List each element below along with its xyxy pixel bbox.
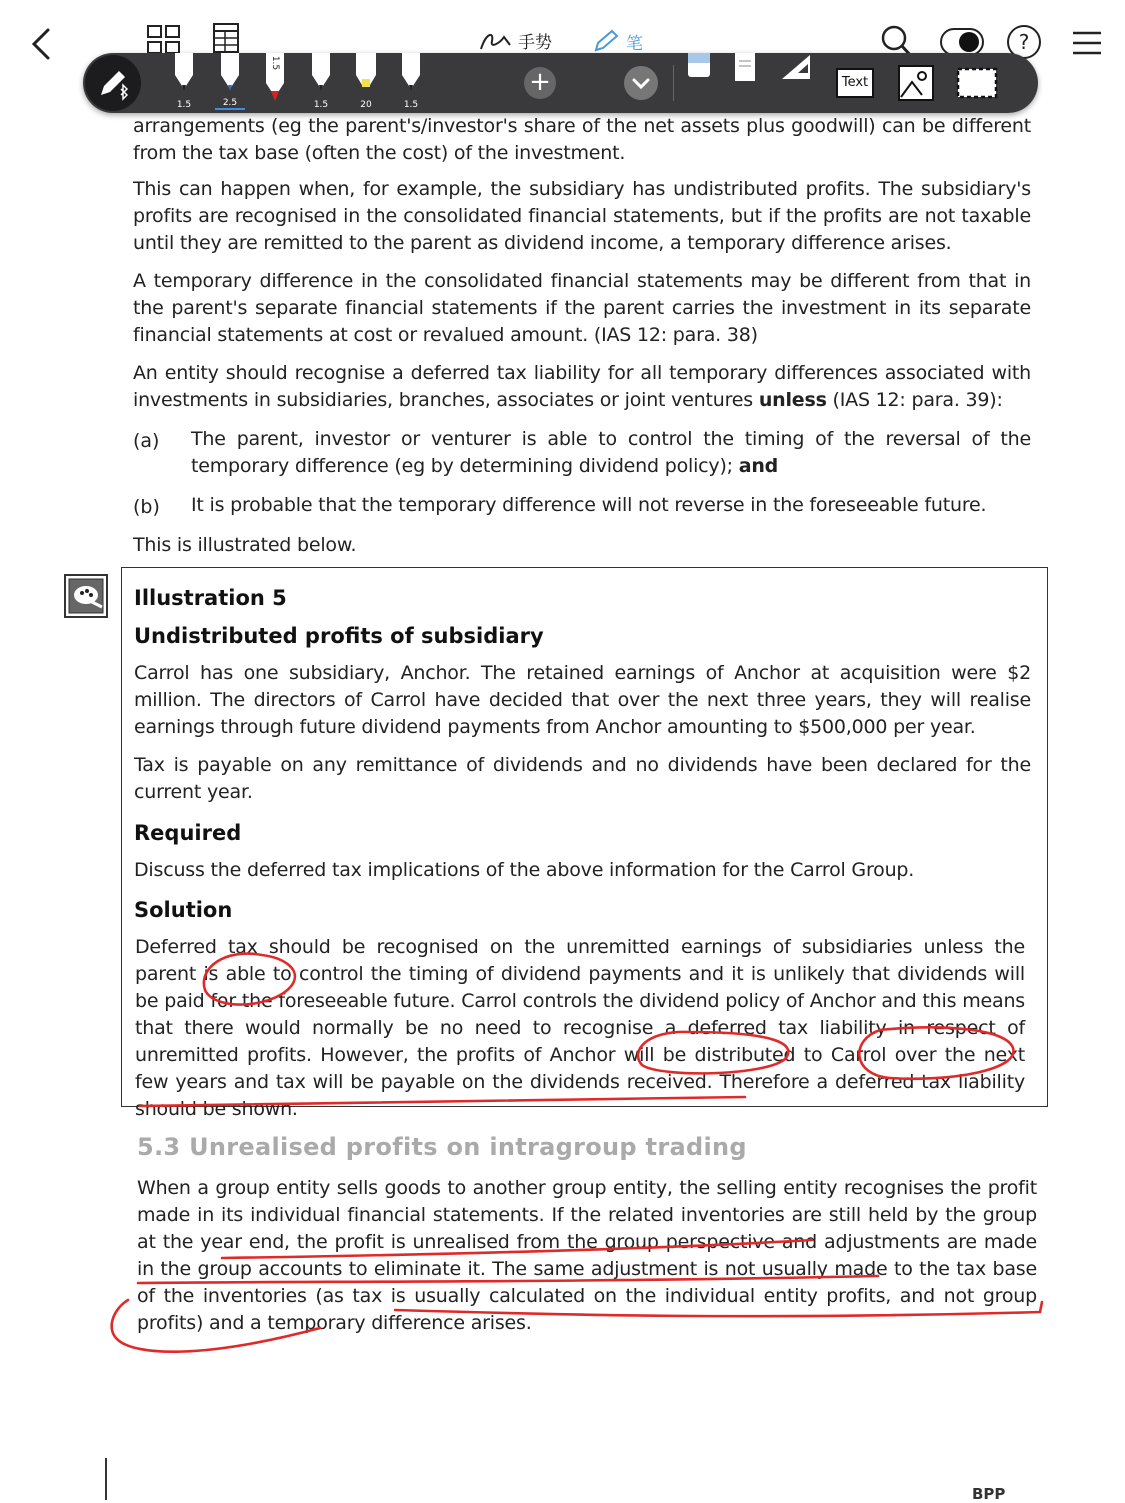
item-a-body: The parent, investor or venturer is able to control the timing of the reversal of the temporary difference (eg by determining dividend policy); bbox=[191, 428, 1031, 477]
gesture-mode-label: 手势 bbox=[518, 33, 552, 53]
item-b-text: It is probable that the temporary difference will not reverse in the foreseeable future. bbox=[191, 494, 987, 516]
stylus-icon bbox=[85, 55, 141, 111]
paragraph-undistributed-profits: This can happen when, for example, the subsidiary has undistributed profits. The subsidiary's profits are recognised in the consolidated financial statements, but if the profits are not taxable until they are remitted to the parent as dividend income, a temporary difference arises. bbox=[133, 178, 1031, 254]
illustration-title: Illustration 5 bbox=[134, 586, 287, 610]
gesture-mode-button[interactable] bbox=[478, 28, 552, 53]
illustrated-below: This is illustrated below. bbox=[133, 534, 357, 556]
highlighter-icon bbox=[351, 53, 381, 97]
eraser-button[interactable] bbox=[686, 53, 712, 85]
svg-text:1.5: 1.5 bbox=[270, 55, 280, 71]
image-icon bbox=[898, 65, 934, 101]
paragraph-temporary-difference: A temporary difference in the consolidated financial statements may be different from that in the parent's separate financial statements if the parent carries the investment in its separate financial statements at cost or revalued amount. (IAS 12: para. 38) bbox=[133, 270, 1031, 346]
pen-size-5: 20 bbox=[360, 100, 372, 110]
toolbar-divider bbox=[673, 65, 674, 101]
publisher-mark: BPP bbox=[972, 1485, 1006, 1503]
ruler-button[interactable] bbox=[780, 53, 812, 87]
pen-blue-icon bbox=[215, 53, 245, 97]
menu-button[interactable] bbox=[1071, 30, 1103, 60]
pen-size-2: 2.5 bbox=[215, 98, 245, 110]
table-icon bbox=[212, 22, 242, 54]
ias-reference: (IAS 12: para. 39): bbox=[832, 389, 1003, 411]
toggle-icon bbox=[940, 28, 984, 56]
margin-rule bbox=[105, 1458, 107, 1500]
dashed-selection-icon bbox=[956, 65, 998, 99]
pen-slot-3[interactable] bbox=[260, 53, 290, 113]
item-a-label: (a) bbox=[133, 430, 160, 452]
paragraph-recognise-text: An entity should recognise a deferred tax liability for all temporary differences associated with investments in subsidiaries, branches, associates or joint ventures bbox=[133, 362, 1031, 411]
pen-black-icon bbox=[396, 53, 426, 97]
required-text: Discuss the deferred tax implications of the above information for the Carrol Group. bbox=[134, 859, 915, 881]
expand-toolbar-button[interactable] bbox=[624, 66, 658, 100]
illustration-scenario: Carrol has one subsidiary, Anchor. The retained earnings of Anchor at acquisition were $2 million. The directors of Carrol have decided that over the next three years, they will realise earnings through future dividend payments from Anchor amounting to $500,000 per year. bbox=[134, 662, 1031, 738]
selection-tool-button[interactable] bbox=[956, 65, 998, 103]
illustration-icon bbox=[64, 574, 108, 618]
back-button[interactable] bbox=[22, 22, 62, 66]
pen-black-icon bbox=[306, 53, 336, 97]
chevron-down-icon bbox=[624, 66, 658, 100]
eraser-icon bbox=[686, 53, 712, 81]
hamburger-menu-icon bbox=[1071, 30, 1103, 56]
section-paragraph: When a group entity sells goods to another group entity, the selling entity recognises the profit made in its individual financial statements. If the related inventories are still held by the group at the year end, the profit is unrealised from the group perspective and adjustments are made in the group accounts to eliminate it. The same adjustment is not usually made to the tax base of the inventories (as tax is usually calculated on the individual entity profits, and not group profits) and a temporary difference arises. bbox=[137, 1177, 1037, 1334]
pen-size-1: 1.5 bbox=[176, 100, 192, 110]
paragraph-recognise-liability bbox=[133, 360, 1031, 414]
pen-size-4: 1.5 bbox=[313, 100, 329, 110]
pen-slot-4[interactable] bbox=[306, 53, 336, 113]
pen-mode-button[interactable] bbox=[592, 28, 643, 54]
pen-mode-label: 笔 bbox=[626, 33, 643, 54]
illustration-subtitle: Undistributed profits of subsidiary bbox=[134, 624, 544, 648]
unless-bold: unless bbox=[758, 389, 827, 411]
grid-icon bbox=[146, 25, 182, 55]
pen-slot-5[interactable] bbox=[351, 53, 381, 113]
pen-toolbar bbox=[83, 53, 1038, 113]
pen-slot-6[interactable] bbox=[396, 53, 426, 113]
pen-size-6: 1.5 bbox=[403, 100, 419, 110]
chevron-left-icon bbox=[22, 22, 62, 66]
item-a-text bbox=[191, 426, 1031, 480]
paragraph-arrangements: arrangements (eg the parent's/investor's share of the net assets plus goodwill) can be different from the tax base (often the cost) of the investment. bbox=[133, 115, 1031, 164]
image-tool-button[interactable] bbox=[898, 65, 934, 105]
item-b-label: (b) bbox=[133, 496, 160, 518]
illustration-tax-note: Tax is payable on any remittance of dividends and no dividends have been declared for the current year. bbox=[134, 754, 1031, 803]
lasso-button[interactable] bbox=[734, 53, 756, 87]
bluetooth-pen-button[interactable] bbox=[85, 55, 141, 111]
svg-text:?: ? bbox=[1018, 30, 1030, 54]
ruler-icon bbox=[780, 53, 812, 83]
pen-black-icon bbox=[169, 53, 199, 97]
lasso-icon bbox=[734, 53, 756, 83]
add-pen-button[interactable]: + bbox=[524, 67, 556, 99]
and-bold: and bbox=[738, 455, 779, 477]
solution-text: Deferred tax should be recognised on the unremitted earnings of subsidiaries unless the parent is able to control the timing of dividend payments and it is unlikely that dividends will be paid for the foreseeable future. Carrol controls the dividend policy of Anchor and this means that there would normally be no need to recognise a deferred tax liability in respect of unremitted profits. However, the profits of Anchor will be distributed to Carrol over the next few years and tax will be payable on the dividends received. Therefore a deferred tax liability should be shown. bbox=[135, 936, 1025, 1120]
pencil-icon bbox=[592, 28, 620, 54]
gesture-icon bbox=[478, 29, 512, 53]
solution-heading: Solution bbox=[134, 898, 233, 922]
text-tool-button[interactable]: Text bbox=[836, 68, 874, 98]
pen-red-icon bbox=[260, 53, 290, 109]
pen-slot-1[interactable] bbox=[169, 53, 199, 113]
pen-slot-2[interactable] bbox=[215, 53, 245, 113]
required-heading: Required bbox=[134, 821, 242, 845]
section-heading: 5.3 Unrealised profits on intragroup trading bbox=[137, 1133, 747, 1161]
